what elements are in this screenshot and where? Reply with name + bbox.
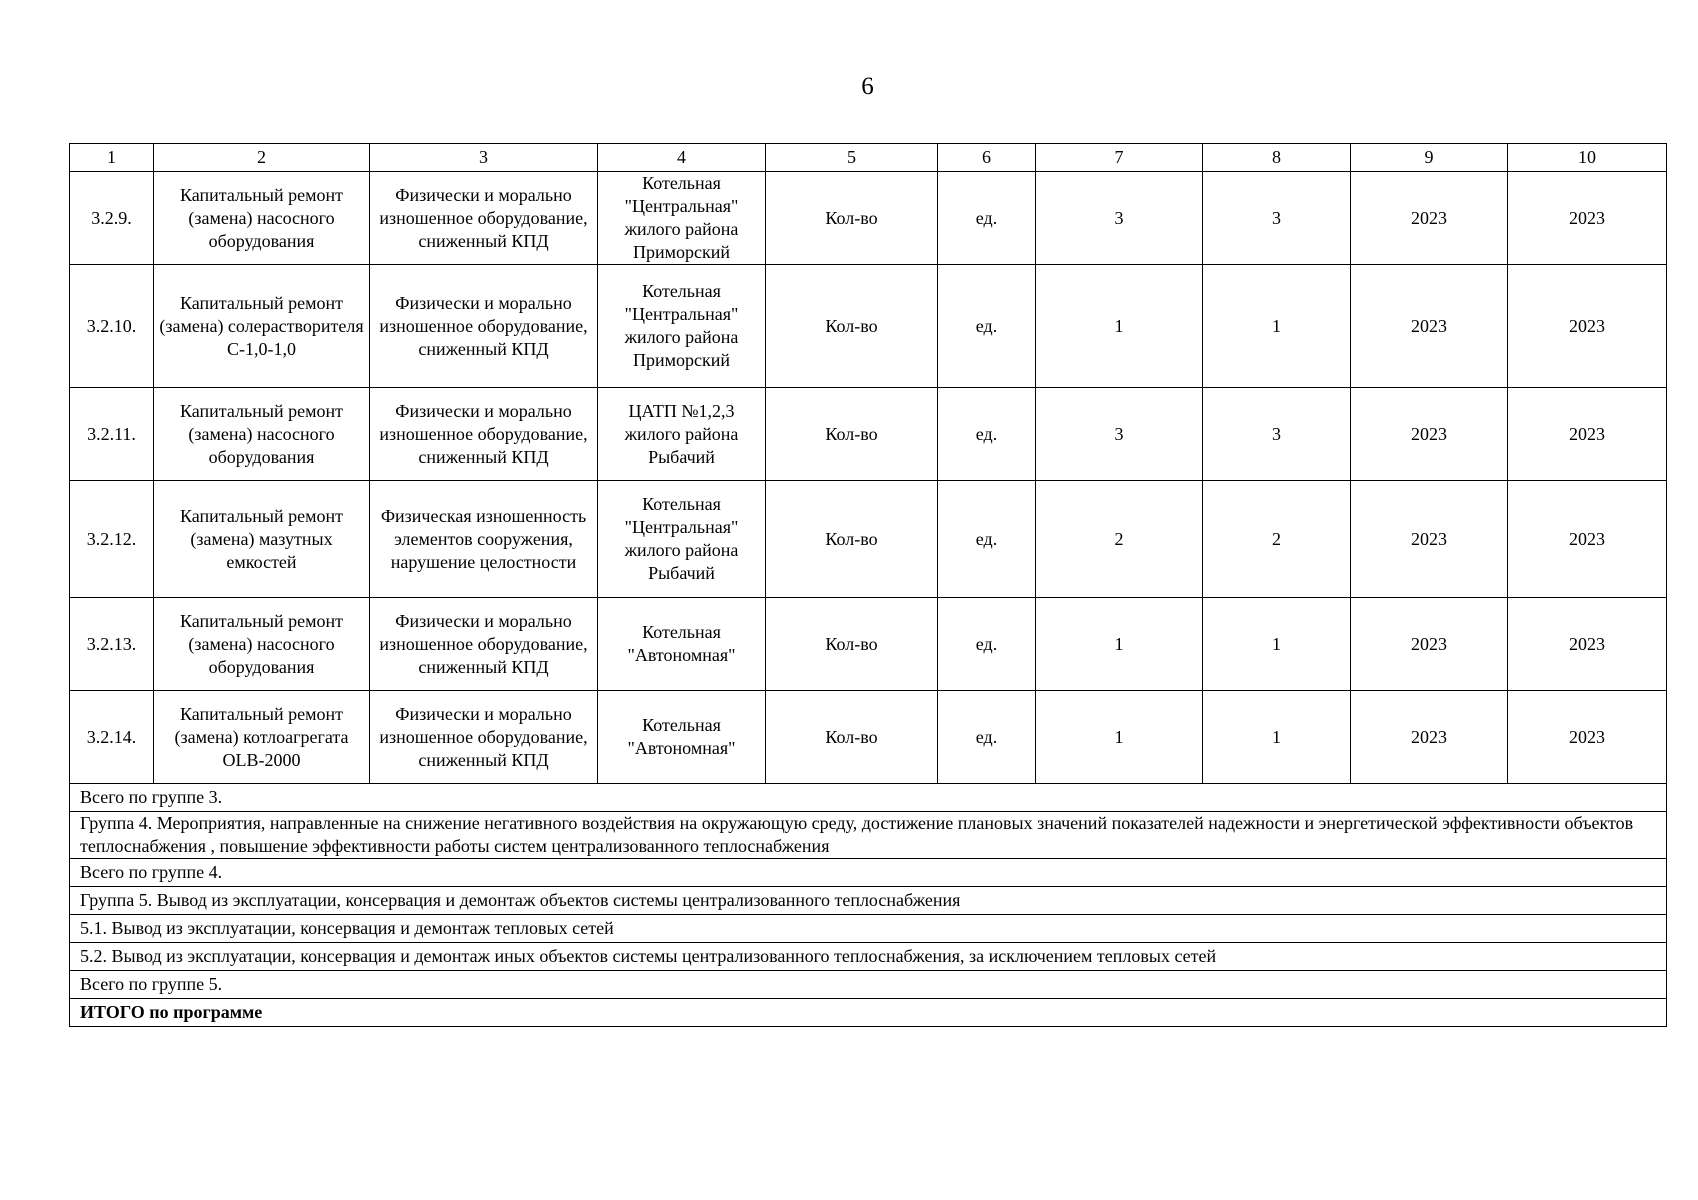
indicator: Кол-во bbox=[766, 172, 938, 265]
value-col8: 3 bbox=[1203, 172, 1351, 265]
group4-total: Всего по группе 4. bbox=[70, 859, 1667, 887]
measure-object: Котельная "Центральная" жилого района Приморский bbox=[598, 265, 766, 388]
year-col9: 2023 bbox=[1351, 691, 1508, 784]
group5-title: Группа 5. Вывод из эксплуатации, консервация и демонтаж объектов системы централизованного теплоснабжения bbox=[70, 887, 1667, 915]
year-col10: 2023 bbox=[1508, 481, 1667, 598]
item-number: 3.2.10. bbox=[70, 265, 154, 388]
year-col9: 2023 bbox=[1351, 172, 1508, 265]
indicator: Кол-во bbox=[766, 265, 938, 388]
value-col7: 1 bbox=[1036, 598, 1203, 691]
grand-total: ИТОГО по программе bbox=[70, 999, 1667, 1027]
measure-reason: Физически и морально изношенное оборудование, сниженный КПД bbox=[370, 388, 598, 481]
unit: ед. bbox=[938, 388, 1036, 481]
table-row bbox=[70, 598, 1667, 691]
group4-title: Группа 4. Мероприятия, направленные на снижение негативного воздействия на окружающую среду, достижение плановых значений показателей надежности и энергетической эффективности объектов теплоснабжения , повышение эффективности работы систем централизованного теплоснабжения bbox=[70, 812, 1667, 859]
table-row bbox=[70, 481, 1667, 598]
indicator: Кол-во bbox=[766, 481, 938, 598]
column-number-cell: 2 bbox=[154, 144, 370, 172]
year-col10: 2023 bbox=[1508, 388, 1667, 481]
item-5-1-row bbox=[70, 915, 1667, 943]
measure-object: Котельная "Автономная" bbox=[598, 598, 766, 691]
group3-total-row bbox=[70, 784, 1667, 812]
column-number-cell: 6 bbox=[938, 144, 1036, 172]
column-number-cell: 7 bbox=[1036, 144, 1203, 172]
group4-total-row bbox=[70, 859, 1667, 887]
group4-title-row bbox=[70, 812, 1667, 859]
value-col8: 3 bbox=[1203, 388, 1351, 481]
value-col8: 1 bbox=[1203, 265, 1351, 388]
value-col7: 1 bbox=[1036, 265, 1203, 388]
column-number-cell: 8 bbox=[1203, 144, 1351, 172]
item-number: 3.2.11. bbox=[70, 388, 154, 481]
indicator: Кол-во bbox=[766, 388, 938, 481]
column-number-cell: 1 bbox=[70, 144, 154, 172]
measure-name: Капитальный ремонт (замена) котлоагрегата OLB-2000 bbox=[154, 691, 370, 784]
value-col7: 3 bbox=[1036, 172, 1203, 265]
unit: ед. bbox=[938, 265, 1036, 388]
measure-name: Капитальный ремонт (замена) насосного оборудования bbox=[154, 388, 370, 481]
measure-object: ЦАТП №1,2,3 жилого района Рыбачий bbox=[598, 388, 766, 481]
year-col9: 2023 bbox=[1351, 598, 1508, 691]
column-number-cell: 4 bbox=[598, 144, 766, 172]
unit: ед. bbox=[938, 691, 1036, 784]
unit: ед. bbox=[938, 481, 1036, 598]
value-col8: 1 bbox=[1203, 691, 1351, 784]
group5-total-row bbox=[70, 971, 1667, 999]
group3-total: Всего по группе 3. bbox=[70, 784, 1667, 812]
unit: ед. bbox=[938, 598, 1036, 691]
group5-title-row bbox=[70, 887, 1667, 915]
measure-name: Капитальный ремонт (замена) насосного оборудования bbox=[154, 598, 370, 691]
item-5-2: 5.2. Вывод из эксплуатации, консервация и демонтаж иных объектов системы централизованного теплоснабжения, за исключением тепловых сетей bbox=[70, 943, 1667, 971]
measure-reason: Физически и морально изношенное оборудование, сниженный КПД bbox=[370, 172, 598, 265]
indicator: Кол-во bbox=[766, 598, 938, 691]
item-5-2-row bbox=[70, 943, 1667, 971]
page-number: 6 bbox=[861, 73, 874, 100]
value-col8: 1 bbox=[1203, 598, 1351, 691]
year-col9: 2023 bbox=[1351, 388, 1508, 481]
year-col9: 2023 bbox=[1351, 481, 1508, 598]
table-row bbox=[70, 691, 1667, 784]
measure-object: Котельная "Центральная" жилого района Приморский bbox=[598, 172, 766, 265]
measure-reason: Физически и морально изношенное оборудование, сниженный КПД bbox=[370, 598, 598, 691]
measure-object: Котельная "Центральная" жилого района Рыбачий bbox=[598, 481, 766, 598]
year-col10: 2023 bbox=[1508, 172, 1667, 265]
value-col7: 1 bbox=[1036, 691, 1203, 784]
column-number-cell: 3 bbox=[370, 144, 598, 172]
group5-total: Всего по группе 5. bbox=[70, 971, 1667, 999]
measure-name: Капитальный ремонт (замена) солерастворителя С-1,0-1,0 bbox=[154, 265, 370, 388]
item-number: 3.2.13. bbox=[70, 598, 154, 691]
measure-name: Капитальный ремонт (замена) насосного оборудования bbox=[154, 172, 370, 265]
measure-reason: Физическая изношенность элементов сооружения, нарушение целостности bbox=[370, 481, 598, 598]
measure-name: Капитальный ремонт (замена) мазутных емкостей bbox=[154, 481, 370, 598]
item-5-1: 5.1. Вывод из эксплуатации, консервация и демонтаж тепловых сетей bbox=[70, 915, 1667, 943]
year-col10: 2023 bbox=[1508, 265, 1667, 388]
measure-object: Котельная "Автономная" bbox=[598, 691, 766, 784]
value-col7: 2 bbox=[1036, 481, 1203, 598]
grand-total-row bbox=[70, 999, 1667, 1027]
indicator: Кол-во bbox=[766, 691, 938, 784]
measure-reason: Физически и морально изношенное оборудование, сниженный КПД bbox=[370, 265, 598, 388]
year-col10: 2023 bbox=[1508, 691, 1667, 784]
item-number: 3.2.12. bbox=[70, 481, 154, 598]
unit: ед. bbox=[938, 172, 1036, 265]
year-col10: 2023 bbox=[1508, 598, 1667, 691]
table-row bbox=[70, 388, 1667, 481]
table-row bbox=[70, 172, 1667, 265]
value-col8: 2 bbox=[1203, 481, 1351, 598]
year-col9: 2023 bbox=[1351, 265, 1508, 388]
column-number-cell: 10 bbox=[1508, 144, 1667, 172]
column-number-cell: 9 bbox=[1351, 144, 1508, 172]
item-number: 3.2.14. bbox=[70, 691, 154, 784]
column-number-row bbox=[70, 144, 1667, 172]
table-row bbox=[70, 265, 1667, 388]
value-col7: 3 bbox=[1036, 388, 1203, 481]
column-number-cell: 5 bbox=[766, 144, 938, 172]
measure-reason: Физически и морально изношенное оборудование, сниженный КПД bbox=[370, 691, 598, 784]
item-number: 3.2.9. bbox=[70, 172, 154, 265]
program-table bbox=[69, 143, 1667, 1027]
